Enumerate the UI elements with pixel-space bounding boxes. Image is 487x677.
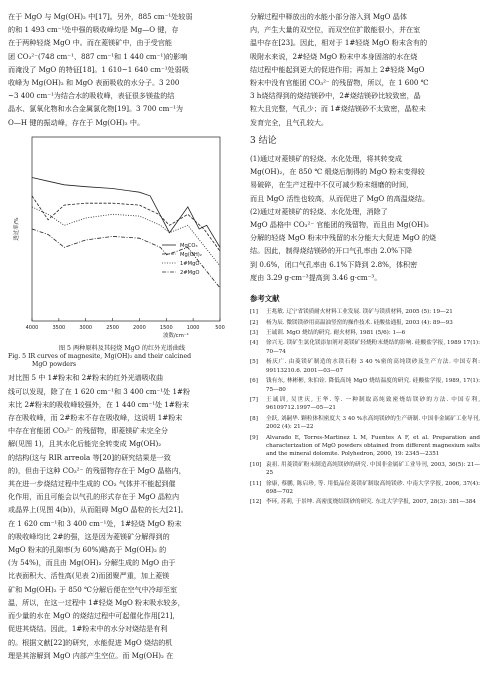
legend-label: Mg(OH)₂ — [180, 251, 202, 258]
text-line: MgO 粉末的孔隙率(为 60%)略高于 Mg(OH)₂ 的 — [8, 545, 167, 555]
reference-number: [6] — [250, 378, 258, 385]
left-column — [8, 10, 236, 662]
text-line: 到 0.6%，闭口气孔率由 6.1%下降到 2.8%，体积密 — [250, 259, 418, 269]
series-line-4 — [32, 229, 220, 288]
caption-chinese: 图 5 两种原料及其轻烧 MgO 的红外光谱曲线 — [58, 344, 186, 352]
x-tick-label: 3000 — [79, 324, 93, 331]
x-tick-label: 500 — [215, 324, 225, 331]
right-column — [250, 10, 480, 509]
text-line: 对比图 5 中 1#粉末和 2#粉末的红外光谱吸收曲 — [8, 373, 164, 383]
text-line: MgO 晶格中 CO₃²⁻ 官能团的残留物，而且由 Mg(OH)₂ — [250, 220, 429, 230]
references-title: 参考文献 — [250, 294, 280, 304]
text-line: 理是其溶解到 MgO 内部产生空位。而 Mg(OH)₂ 在 — [8, 650, 174, 660]
text-line: 比表面积大、活性高(见表 2)而团聚严重，加上菱镁 — [8, 571, 170, 581]
caption-english-1: Fig. 5 IR curves of magnesite, Mg(OH)₂ and their calcined — [8, 353, 192, 361]
reference-item — [250, 319, 480, 327]
legend-label: MgCO₃ — [180, 242, 198, 249]
text-line: 末比 2#粉末的吸收峰较强外，在 1 440 cm⁻¹处 1#粉末 — [8, 399, 190, 409]
text-line: 吸附水来说，2#轻烧 MgO 粉末中本身固溶的水在烧 — [250, 51, 418, 61]
x-tick-label: 2000 — [133, 324, 146, 331]
reference-item — [250, 377, 480, 394]
text-line: 团 CO₃²⁻(748 cm⁻¹、887 cm⁻¹和 1 440 cm⁻¹)的影响 — [8, 51, 188, 61]
conclusion-text — [250, 152, 480, 284]
legend-label: 1#MgO — [180, 260, 200, 267]
text-line: (2)通过对菱镁矿的轻烧、水化处理，消除了 — [250, 206, 388, 216]
reference-item — [250, 358, 480, 375]
reference-number: [7] — [250, 396, 258, 403]
x-tick-label: 2500 — [106, 324, 119, 331]
reference-number: [5] — [250, 359, 258, 366]
text-line: 内，产生大量的双空位，而双空位扩散能很小，并在室 — [250, 25, 421, 35]
reference-item — [250, 415, 480, 432]
reference-text: 李环, 苏莉, 于景坤. 高密度烧结镁砂的研究. 东北大学学报, 2007, 28(3): 381—384 — [266, 499, 476, 506]
left-bottom-text — [8, 371, 236, 661]
reference-number: [10] — [250, 461, 262, 468]
text-line: 分解过程中释放出的水能小部分溶入到 MgO 晶体 — [250, 12, 407, 21]
text-line: 分解的轻烧 MgO 粉末中残留的水分能大大促进 MgO 的烧 — [250, 233, 437, 243]
ir-spectrum-chart — [8, 131, 236, 343]
reference-number: [8] — [250, 415, 258, 422]
reference-number: [12] — [250, 499, 262, 506]
text-line: 在 1 620 cm⁻¹和 3 400 cm⁻¹处，1#轻烧 MgO 粉末 — [8, 518, 182, 528]
text-line: 在于两种轻烧 MgO 中。而在菱镁矿中，由于受官能 — [8, 38, 173, 48]
reference-item — [250, 339, 480, 356]
caption-english-2: MgO powders — [32, 361, 77, 369]
text-line: 存在吸收峰，而 2#粉末不存在吸收峰，这说明 1#粉末 — [8, 413, 183, 423]
text-line: 而少量的水在 MgO 的烧结过程中可起催化作用[21]， — [8, 611, 180, 621]
text-line: 3 h烧结得到的烧结镁砂中，2#烧结镁砂比较致密，晶 — [250, 91, 421, 101]
references-list — [250, 308, 480, 507]
text-line: 其在进一步烧结过程中生成的 CO₂ 气体并不能起到催 — [8, 479, 176, 489]
reference-text: 杨为辰. 微镁镁砂用高温油竖窑的操作技术. 硅酸盐通报, 2003 (4): 89—93 — [266, 319, 453, 326]
reference-text: 袁祖. 用菱镁矿粉末制造高纯镁砂的研究. 中国非金属矿工业导刊, 2003, 36(5): 21—25 — [266, 461, 480, 477]
text-line: 的。根据文献[22]的研究，水能促进 MgO 烧结的机 — [8, 637, 173, 647]
reference-item — [250, 434, 480, 459]
text-line: 的吸收峰均比 2#的强，这是因为菱镁矿分解得到的 — [8, 531, 170, 541]
plot-frame — [32, 137, 220, 321]
text-line: 粒大且完整，气孔少；而 1#烧结镁砂不太致密，晶粒未 — [250, 104, 426, 114]
y-axis-label: 透过率/% — [14, 217, 20, 241]
text-line: ~3 400 cm⁻¹为结合水的吸收峰，表征很多镁盐的结 — [8, 91, 175, 101]
text-line: 中存在官能团 CO₃²⁻ 的残留物，即菱镁矿未完全分 — [8, 426, 168, 436]
text-line: 晶水、氯氧化物和水合金属氯化物[19]。3 700 cm⁻¹为 — [8, 104, 184, 114]
reference-item — [250, 329, 480, 337]
text-line: 矿和 Mg(OH)₂ 于 850 ℃分解后便在空气中冷却至室 — [8, 584, 178, 594]
reference-number: [1] — [250, 309, 258, 316]
text-line: 在于 MgO 与 Mg(OH)₂ 中[17]。另外，885 cm⁻¹处较弱 — [8, 12, 193, 21]
right-top-text — [250, 10, 480, 129]
text-line: 解(见图 1)，且其水化后能完全转变成 Mg(OH)₂ — [8, 439, 162, 449]
ir-spectrum-figure — [8, 131, 236, 343]
text-line: 收峰为 Mg(OH)₂ 和 MgO 表面吸收的水分子。3 200 — [8, 78, 180, 88]
text-line: 线可以发现，除了在 1 620 cm⁻¹和 3 400 cm⁻¹处 1#粉 — [8, 386, 191, 396]
legend-label: 2#MgO — [180, 269, 200, 276]
figure-caption — [8, 345, 236, 370]
text-line: (为 54%)，而且由 Mg(OH)₂ 分解生成的 MgO 由于 — [8, 558, 176, 568]
reference-text: 徐康, 蔡鹏, 陈启珍, 等. 用低品位菱镁矿制取高纯镁砂. 中南大学学报, 2006, 37(4): 698—702 — [266, 480, 480, 495]
series-line-1 — [32, 177, 220, 247]
text-line: 粉末中没有官能团 CO₃²⁻ 的残留物，所以，在 1 600 ℃ — [250, 78, 429, 88]
text-line: 易破碎，在生产过程中不仅可减少粉末细磨的时间， — [250, 180, 414, 190]
reference-text: 王诚训. MgO 烧结的研究. 耐火材料, 1981 (5/6): 1—6 — [266, 330, 406, 337]
text-line: 而淹没了 MgO 的特征[18]。1 610~1 640 cm⁻¹处弱吸 — [8, 64, 189, 74]
text-line: 度由 3.29 g·cm⁻³提高到 3.46 g·cm⁻³。 — [250, 272, 382, 282]
reference-number: [9] — [250, 434, 258, 441]
reference-number: [4] — [250, 340, 258, 347]
text-line: 化作用，而且可能会以气孔的形式存在于 MgO 晶粒内 — [8, 492, 180, 502]
text-line: (1)通过对菱镁矿的轻烧、水化处理，将其转变成 — [250, 154, 402, 164]
text-line: 的结构(这与 RIR arreola 等[20]的研究结果是一致 — [8, 452, 171, 462]
text-line: 温中存在[23]。因此，相对于 1#轻烧 MgO 粉末含有的 — [250, 38, 428, 48]
reference-number: [2] — [250, 319, 258, 326]
text-line: 结过程中能起到更大的促进作用；再加上 2#轻烧 MgO — [250, 64, 425, 74]
reference-text: 全跃, 刘嗣华. 颗粒体积密度大 3 40 %水高纯镁砂的生产研制. 中国非金属矿工业导刊, 2002 (4): 21—22 — [266, 415, 480, 431]
x-tick-label: 1500 — [159, 324, 173, 331]
text-line: O—H 键的振动峰，存在于 Mg(OH)₂ 中。 — [8, 117, 145, 127]
text-line: 发育完全，且气孔较大。 — [250, 117, 329, 127]
reference-item — [250, 308, 480, 316]
reference-text: 王兆敏. 辽宁省镁质耐火材料工业发展. 镁矿与镁质材料, 2005 (5): 19—21 — [266, 309, 453, 316]
reference-text: Alvarado E, Torres-Martinez L M, Fuentes A F, et al. Preparation and characterization of MgO powders obtained from different magnesium salts and the mineral dolomite. Polyhedron, 2000, 19: 2345—2351 — [266, 434, 480, 458]
text-line: Mg(OH)₂，在 850 ℃ 煅烧后制得的 MgO 粉末变得较 — [250, 167, 425, 177]
reference-number: [3] — [250, 330, 258, 337]
x-tick-label: 1000 — [186, 324, 200, 331]
reference-text: 徐兴无. 镁矿生氯化镁添加剂对菱镁矿轻烧粉末烧结的影响. 硅酸盐学报, 1989 17(1): 70—74 — [266, 340, 480, 355]
text-line: 温，所以，在这一过程中 1#轻烧 MgO 粉末吸水较多， — [8, 597, 185, 607]
text-line: 结。因此，制得烧结镁砂的开口气孔率由 2.0%下降 — [250, 246, 413, 256]
reference-number: [11] — [250, 480, 262, 487]
reference-item — [250, 396, 480, 413]
reference-text: 钱有东, 林彬彬, 朱伯铨. 降低高纯 MgO 烧结温度的研究. 硅酸盐学报, 1989, 17(1): 75—80 — [266, 378, 480, 393]
reference-item — [250, 480, 480, 497]
reference-item — [250, 498, 480, 506]
x-axis-label: 波数/cm⁻¹ — [163, 332, 189, 339]
text-line: 或晶界上(见图 4(b))，从而阻碍 MgO 晶粒的长大[21]。 — [8, 505, 188, 515]
x-tick-label: 4000 — [25, 324, 39, 331]
text-line: 而且 MgO 活性也较高，从而促进了 MgO 的高温烧结。 — [250, 193, 430, 203]
text-line: 的和 1 493 cm⁻¹处中强的吸收峰均是 Mg—O 键，存 — [8, 25, 179, 35]
text-line: 促进其烧结。因此，1#粉末中的水分对烧结是有利 — [8, 624, 168, 634]
reference-text: 王诚训, 吴世庆, 王华. 等. 一种制取高纯致密烧结镁砂的方法. 中国专利, 96109712.1997—05—21 — [266, 396, 480, 412]
left-top-text — [8, 10, 236, 129]
x-tick-label: 3500 — [52, 324, 66, 331]
text-line: 的)，但由于这种 CO₃²⁻ 的残留物存在于 MgO 晶格内， — [8, 465, 186, 475]
section-title-conclusion: 3 结论 — [250, 135, 277, 146]
reference-item — [250, 461, 480, 478]
reference-text: 杨庆广. 由菱镁矿制造的水镁石粉 3 40 %密的高纯镁砂及生产方法. 中国专利: 99113210.6. 2001—03—07 — [266, 359, 480, 374]
